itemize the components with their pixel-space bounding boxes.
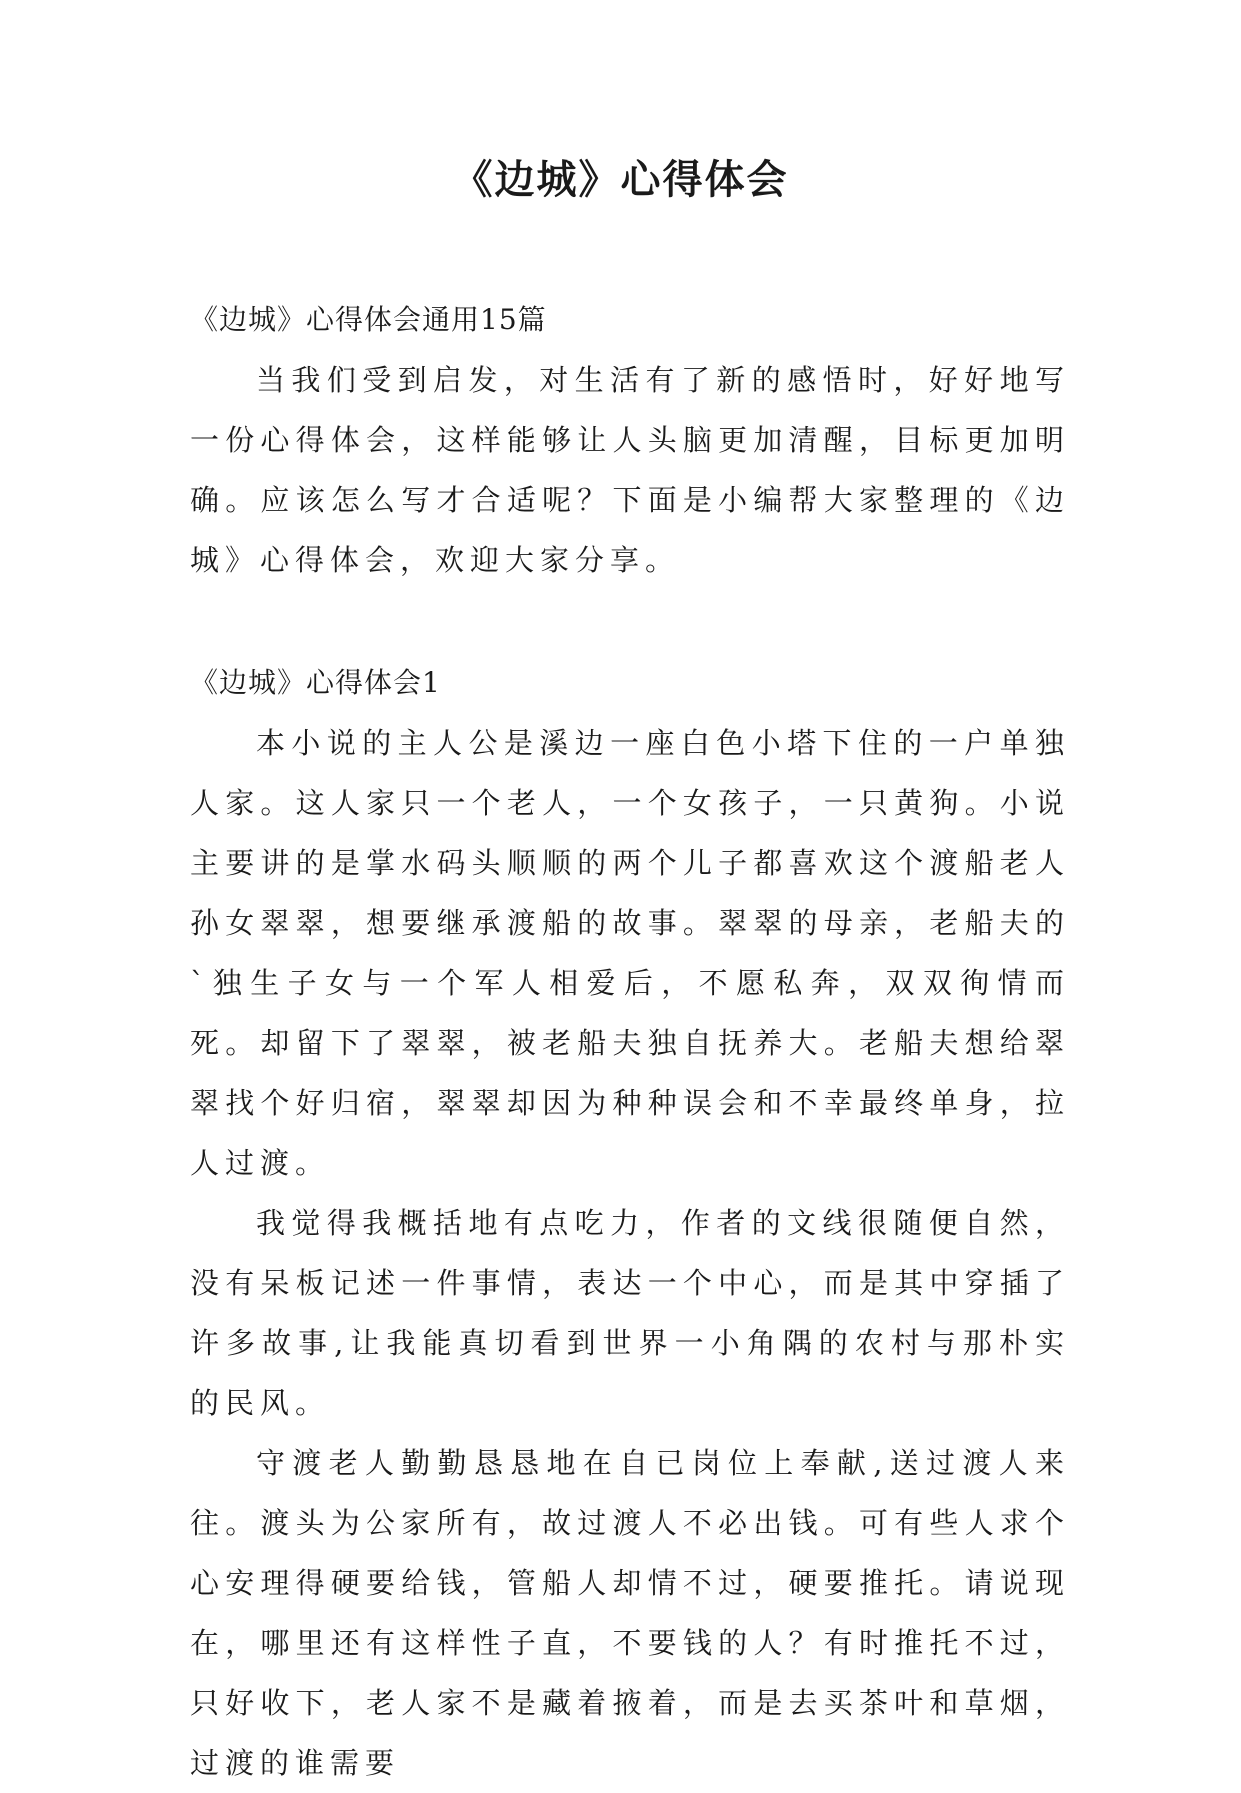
paragraph: 我觉得我概括地有点吃力，作者的文线很随便自然，没有呆板记述一件事情，表达一个中心，而是其中穿插了许多故事,让我能真切看到世界一小角隅的农村与那朴实的民风。 [190,1206,1070,1420]
paragraph: 本小说的主人公是溪边一座白色小塔下住的一户单独人家。这人家只一个老人，一个女孩子，一只黄狗。小说主要讲的是掌水码头顺顺的两个儿子都喜欢这个渡船老人孙女翠翠，想要继承渡船的故事。翠翠的母亲，老船夫的`独生子女与一个军人相爱后，不愿私奔，双双徇情而死。却留下了翠翠，被老船夫独自抚养大。老船夫想给翠翠找个好归宿，翠翠却因为种种误会和不幸最终单身，拉人过渡。 [190,726,1070,1180]
document-subtitle: 《边城》心得体会通用15篇 [190,303,547,336]
document-body [190,290,1070,1793]
section-heading: 《边城》心得体会1 [190,666,441,699]
intro-paragraph: 当我们受到启发，对生活有了新的感悟时，好好地写一份心得体会，这样能够让人头脑更加清醒，目标更加明确。应该怎么写才合适呢？下面是小编帮大家整理的《边城》心得体会，欢迎大家分享。 [190,363,1070,577]
paragraph: 守渡老人勤勤恳恳地在自已岗位上奉献,送过渡人来往。渡头为公家所有，故过渡人不必出钱。可有些人求个心安理得硬要给钱，管船人却情不过，硬要推托。请说现在，哪里还有这样性子直，不要钱的人？有时推托不过，只好收下，老人家不是藏着掖着，而是去买茶叶和草烟，过渡的谁需要 [190,1446,1070,1780]
section-1 [190,653,1070,1793]
document-title: 《边城》心得体会 [452,157,789,203]
section-spacer [190,590,1070,653]
